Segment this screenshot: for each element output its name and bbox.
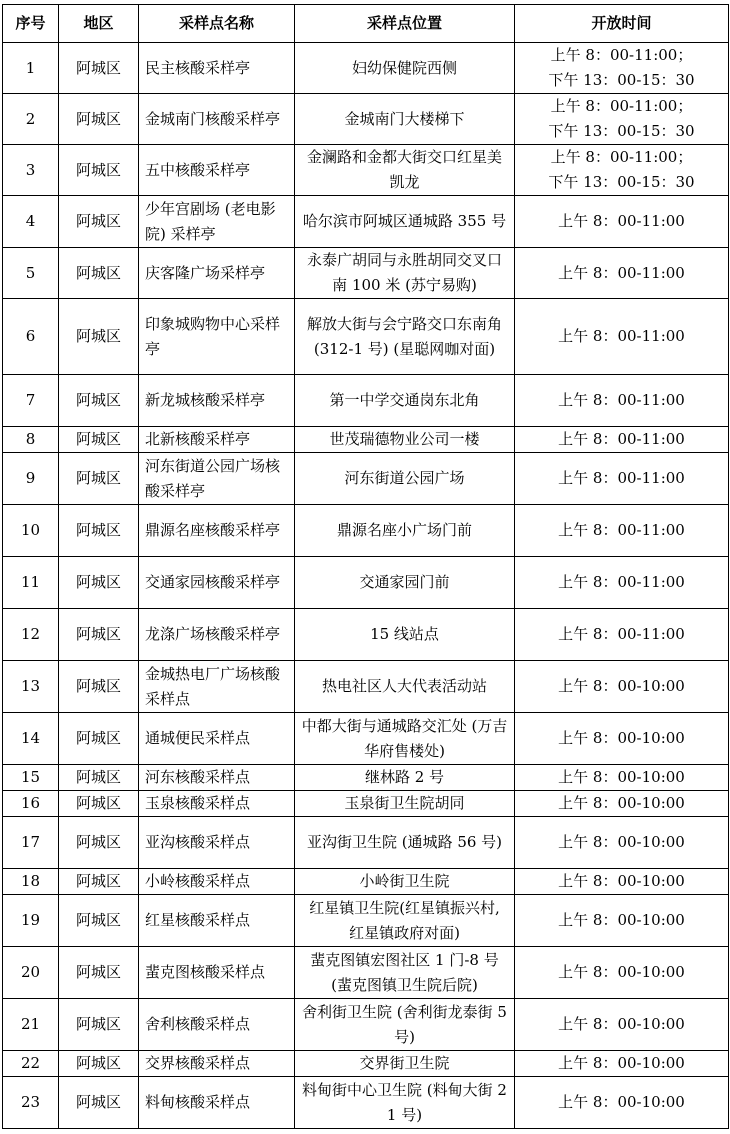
row-index: 23	[3, 1077, 59, 1129]
table-row	[3, 453, 729, 505]
row-open-hours: 上午 8：00-10:00	[515, 895, 729, 947]
row-open-hours: 上午 8：00-11:00	[515, 299, 729, 375]
table-row	[3, 947, 729, 999]
row-open-hours: 上午 8：00-10:00	[515, 1077, 729, 1129]
row-index: 20	[3, 947, 59, 999]
row-open-hours: 上午 8：00-11:00	[515, 505, 729, 557]
row-site-name: 河东街道公园广场核酸采样亭	[139, 453, 295, 505]
row-open-hours: 上午 8：00-11:00	[515, 453, 729, 505]
row-open-hours: 上午 8：00-11:00； 下午 13：00-15：30	[515, 145, 729, 196]
row-index: 4	[3, 196, 59, 248]
row-site-name: 民主核酸采样亭	[139, 43, 295, 94]
table-row	[3, 713, 729, 765]
row-open-hours: 上午 8：00-10:00	[515, 765, 729, 791]
row-site-location: 热电社区人大代表活动站	[295, 661, 515, 713]
row-index: 22	[3, 1051, 59, 1077]
table-row	[3, 609, 729, 661]
row-site-location: 红星镇卫生院(红星镇振兴村, 红星镇政府对面)	[295, 895, 515, 947]
row-district: 阿城区	[59, 375, 139, 427]
table-row	[3, 765, 729, 791]
row-index: 15	[3, 765, 59, 791]
row-site-name: 印象城购物中心采样亭	[139, 299, 295, 375]
row-site-name: 交界核酸采样点	[139, 1051, 295, 1077]
table-row	[3, 94, 729, 145]
row-district: 阿城区	[59, 791, 139, 817]
table-row	[3, 791, 729, 817]
row-index: 7	[3, 375, 59, 427]
row-district: 阿城区	[59, 196, 139, 248]
row-open-hours: 上午 8：00-10:00	[515, 999, 729, 1051]
row-site-name: 新龙城核酸采样亭	[139, 375, 295, 427]
row-index: 8	[3, 427, 59, 453]
table-row	[3, 248, 729, 299]
row-index: 21	[3, 999, 59, 1051]
row-district: 阿城区	[59, 299, 139, 375]
row-open-hours: 上午 8：00-10:00	[515, 661, 729, 713]
sampling-sites-table	[2, 4, 729, 1129]
table-row	[3, 427, 729, 453]
row-site-location: 妇幼保健院西侧	[295, 43, 515, 94]
header-site-location: 采样点位置	[295, 5, 515, 43]
row-index: 5	[3, 248, 59, 299]
table-row	[3, 145, 729, 196]
row-site-location: 哈尔滨市阿城区通城路 355 号	[295, 196, 515, 248]
row-district: 阿城区	[59, 661, 139, 713]
header-site-name: 采样点名称	[139, 5, 295, 43]
row-site-location: 金城南门大楼梯下	[295, 94, 515, 145]
row-open-hours: 上午 8：00-11:00； 下午 13：00-15：30	[515, 94, 729, 145]
row-open-hours: 上午 8：00-10:00	[515, 713, 729, 765]
row-open-hours: 上午 8：00-11:00	[515, 609, 729, 661]
row-index: 18	[3, 869, 59, 895]
row-district: 阿城区	[59, 505, 139, 557]
header-open-hours: 开放时间	[515, 5, 729, 43]
row-site-location: 蜚克图镇宏图社区 1 门-8 号 (蜚克图镇卫生院后院)	[295, 947, 515, 999]
table-row	[3, 505, 729, 557]
table-row	[3, 1077, 729, 1129]
row-open-hours: 上午 8：00-10:00	[515, 947, 729, 999]
row-index: 16	[3, 791, 59, 817]
row-site-location: 亚沟街卫生院 (通城路 56 号)	[295, 817, 515, 869]
row-index: 10	[3, 505, 59, 557]
row-district: 阿城区	[59, 817, 139, 869]
row-district: 阿城区	[59, 248, 139, 299]
row-index: 17	[3, 817, 59, 869]
row-open-hours: 上午 8：00-10:00	[515, 791, 729, 817]
row-district: 阿城区	[59, 869, 139, 895]
header-index: 序号	[3, 5, 59, 43]
row-district: 阿城区	[59, 557, 139, 609]
row-site-location: 交界街卫生院	[295, 1051, 515, 1077]
row-index: 2	[3, 94, 59, 145]
header-district: 地区	[59, 5, 139, 43]
row-site-location: 世茂瑞德物业公司一楼	[295, 427, 515, 453]
table-row	[3, 895, 729, 947]
row-site-location: 河东街道公园广场	[295, 453, 515, 505]
row-index: 13	[3, 661, 59, 713]
row-site-name: 蜚克图核酸采样点	[139, 947, 295, 999]
row-site-name: 少年宫剧场 (老电影院) 采样亭	[139, 196, 295, 248]
row-district: 阿城区	[59, 43, 139, 94]
row-index: 3	[3, 145, 59, 196]
row-site-location: 永泰广胡同与永胜胡同交叉口南 100 米 (苏宁易购)	[295, 248, 515, 299]
row-site-location: 第一中学交通岗东北角	[295, 375, 515, 427]
row-district: 阿城区	[59, 1051, 139, 1077]
row-open-hours: 上午 8：00-11:00	[515, 427, 729, 453]
row-open-hours: 上午 8：00-11:00	[515, 375, 729, 427]
row-site-name: 舍利核酸采样点	[139, 999, 295, 1051]
row-open-hours: 上午 8：00-11:00	[515, 196, 729, 248]
row-open-hours: 上午 8：00-10:00	[515, 817, 729, 869]
row-site-location: 中都大街与通城路交汇处 (万吉华府售楼处)	[295, 713, 515, 765]
row-site-location: 继林路 2 号	[295, 765, 515, 791]
row-site-name: 亚沟核酸采样点	[139, 817, 295, 869]
table-row	[3, 43, 729, 94]
row-index: 19	[3, 895, 59, 947]
table-row	[3, 661, 729, 713]
row-index: 12	[3, 609, 59, 661]
row-site-location: 小岭街卫生院	[295, 869, 515, 895]
row-site-location: 鼎源名座小广场门前	[295, 505, 515, 557]
table-row	[3, 299, 729, 375]
row-index: 6	[3, 299, 59, 375]
row-district: 阿城区	[59, 895, 139, 947]
row-district: 阿城区	[59, 765, 139, 791]
row-site-location: 解放大街与会宁路交口东南角 (312-1 号) (星聪网咖对面)	[295, 299, 515, 375]
row-district: 阿城区	[59, 713, 139, 765]
row-index: 1	[3, 43, 59, 94]
row-site-name: 北新核酸采样亭	[139, 427, 295, 453]
row-site-name: 料甸核酸采样点	[139, 1077, 295, 1129]
row-district: 阿城区	[59, 427, 139, 453]
row-site-location: 交通家园门前	[295, 557, 515, 609]
row-district: 阿城区	[59, 453, 139, 505]
row-open-hours: 上午 8：00-10:00	[515, 1051, 729, 1077]
row-site-location: 15 线站点	[295, 609, 515, 661]
row-open-hours: 上午 8：00-10:00	[515, 869, 729, 895]
table-row	[3, 869, 729, 895]
table-row	[3, 999, 729, 1051]
table-header-row	[3, 5, 729, 43]
row-site-name: 金城热电厂广场核酸采样点	[139, 661, 295, 713]
row-site-name: 红星核酸采样点	[139, 895, 295, 947]
table-row	[3, 196, 729, 248]
row-district: 阿城区	[59, 1077, 139, 1129]
row-site-location: 料甸街中心卫生院 (料甸大街 21 号)	[295, 1077, 515, 1129]
row-site-location: 舍利街卫生院 (舍利街龙泰街 5 号)	[295, 999, 515, 1051]
table-row	[3, 557, 729, 609]
table-row	[3, 375, 729, 427]
row-site-location: 玉泉街卫生院胡同	[295, 791, 515, 817]
row-district: 阿城区	[59, 145, 139, 196]
row-site-name: 河东核酸采样点	[139, 765, 295, 791]
row-index: 14	[3, 713, 59, 765]
row-district: 阿城区	[59, 947, 139, 999]
row-site-name: 龙涤广场核酸采样亭	[139, 609, 295, 661]
row-index: 11	[3, 557, 59, 609]
row-site-name: 通城便民采样点	[139, 713, 295, 765]
row-district: 阿城区	[59, 94, 139, 145]
row-district: 阿城区	[59, 609, 139, 661]
table-row	[3, 1051, 729, 1077]
row-open-hours: 上午 8：00-11:00； 下午 13：00-15：30	[515, 43, 729, 94]
row-site-name: 鼎源名座核酸采样亭	[139, 505, 295, 557]
row-site-name: 五中核酸采样亭	[139, 145, 295, 196]
row-open-hours: 上午 8：00-11:00	[515, 557, 729, 609]
row-site-name: 庆客隆广场采样亭	[139, 248, 295, 299]
row-site-name: 交通家园核酸采样亭	[139, 557, 295, 609]
row-site-name: 玉泉核酸采样点	[139, 791, 295, 817]
row-site-name: 小岭核酸采样点	[139, 869, 295, 895]
row-site-location: 金澜路和金都大街交口红星美凯龙	[295, 145, 515, 196]
row-district: 阿城区	[59, 999, 139, 1051]
row-open-hours: 上午 8：00-11:00	[515, 248, 729, 299]
row-site-name: 金城南门核酸采样亭	[139, 94, 295, 145]
row-index: 9	[3, 453, 59, 505]
table-row	[3, 817, 729, 869]
